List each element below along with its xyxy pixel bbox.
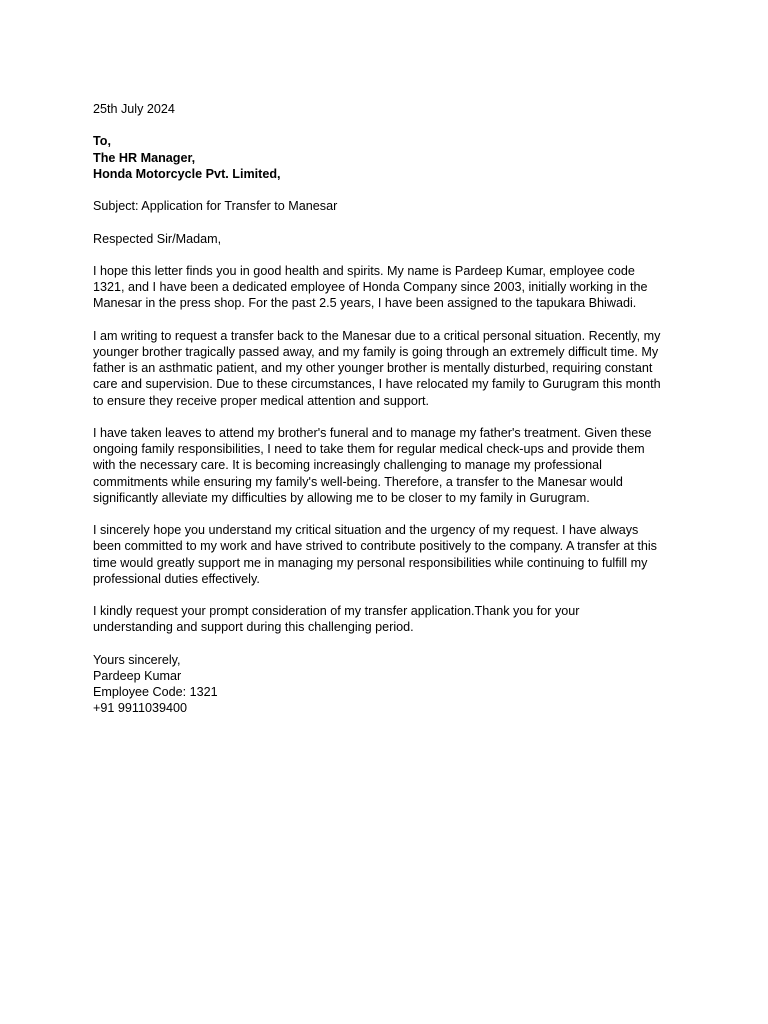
paragraph-line: 1321, and I have been a dedicated employee of Honda Company since 2003, initially working in the bbox=[93, 280, 648, 295]
closing-valediction: Yours sincerely, bbox=[93, 652, 181, 667]
body-paragraph-3 bbox=[93, 425, 678, 506]
letter-salutation: Respected Sir/Madam, bbox=[93, 231, 222, 246]
sender-name: Pardeep Kumar bbox=[93, 668, 182, 683]
paragraph-line: younger brother tragically passed away, and my family is going through an extremely difficult time. My bbox=[93, 344, 659, 359]
signature-block bbox=[93, 652, 678, 717]
paragraph-line: time would greatly support me in managing my personal responsibilities while continuing to fulfill my bbox=[93, 555, 648, 570]
body-paragraph-4 bbox=[93, 522, 678, 587]
body-paragraph-2 bbox=[93, 328, 678, 409]
body-paragraph-5 bbox=[93, 603, 678, 635]
paragraph-line: I am writing to request a transfer back to the Manesar due to a critical personal situation. Recently, my bbox=[93, 328, 661, 343]
sender-phone: +91 9911039400 bbox=[93, 701, 187, 716]
recipient-to: To, bbox=[93, 134, 111, 149]
letter-body bbox=[93, 101, 678, 717]
paragraph-line: Manesar in the press shop. For the past 2.5 years, I have been assigned to the tapukara Bhiwadi. bbox=[93, 296, 637, 311]
paragraph-line: father is an asthmatic patient, and my other younger brother is mentally disturbed, requiring constant bbox=[93, 361, 653, 376]
paragraph-line: I sincerely hope you understand my critical situation and the urgency of my request. I have always bbox=[93, 523, 639, 538]
paragraph-line: to ensure they receive proper medical attention and support. bbox=[93, 393, 430, 408]
paragraph-line: understanding and support during this challenging period. bbox=[93, 620, 414, 635]
paragraph-line: commitments while ensuring my family's well-being. Therefore, a transfer to the Manesar would bbox=[93, 474, 623, 489]
paragraph-line: significantly alleviate my difficulties by allowing me to be closer to my family in Gurugram. bbox=[93, 490, 590, 505]
paragraph-line: ongoing family responsibilities, I need to take them for regular medical check-ups and provide them bbox=[93, 442, 645, 457]
recipient-block bbox=[93, 133, 678, 182]
paragraph-line: care and supervision. Due to these circumstances, I have relocated my family to Gurugram this month bbox=[93, 377, 661, 392]
sender-employee-code: Employee Code: 1321 bbox=[93, 685, 218, 700]
paragraph-line: been committed to my work and have strived to contribute positively to the company. A transfer at this bbox=[93, 539, 657, 554]
paragraph-line: professional duties effectively. bbox=[93, 571, 260, 586]
paragraph-line: I kindly request your prompt consideration of my transfer application.Thank you for your bbox=[93, 604, 580, 619]
body-paragraph-1 bbox=[93, 263, 678, 312]
recipient-title: The HR Manager, bbox=[93, 150, 196, 165]
paragraph-line: I hope this letter finds you in good health and spirits. My name is Pardeep Kumar, employee code bbox=[93, 263, 635, 278]
paragraph-line: I have taken leaves to attend my brother's funeral and to manage my father's treatment. Given these bbox=[93, 425, 652, 440]
letter-subject: Subject: Application for Transfer to Manesar bbox=[93, 199, 338, 214]
letter-date: 25th July 2024 bbox=[93, 102, 175, 116]
paragraph-line: with the necessary care. It is becoming increasingly challenging to manage my professional bbox=[93, 458, 602, 473]
recipient-company: Honda Motorcycle Pvt. Limited, bbox=[93, 166, 281, 181]
